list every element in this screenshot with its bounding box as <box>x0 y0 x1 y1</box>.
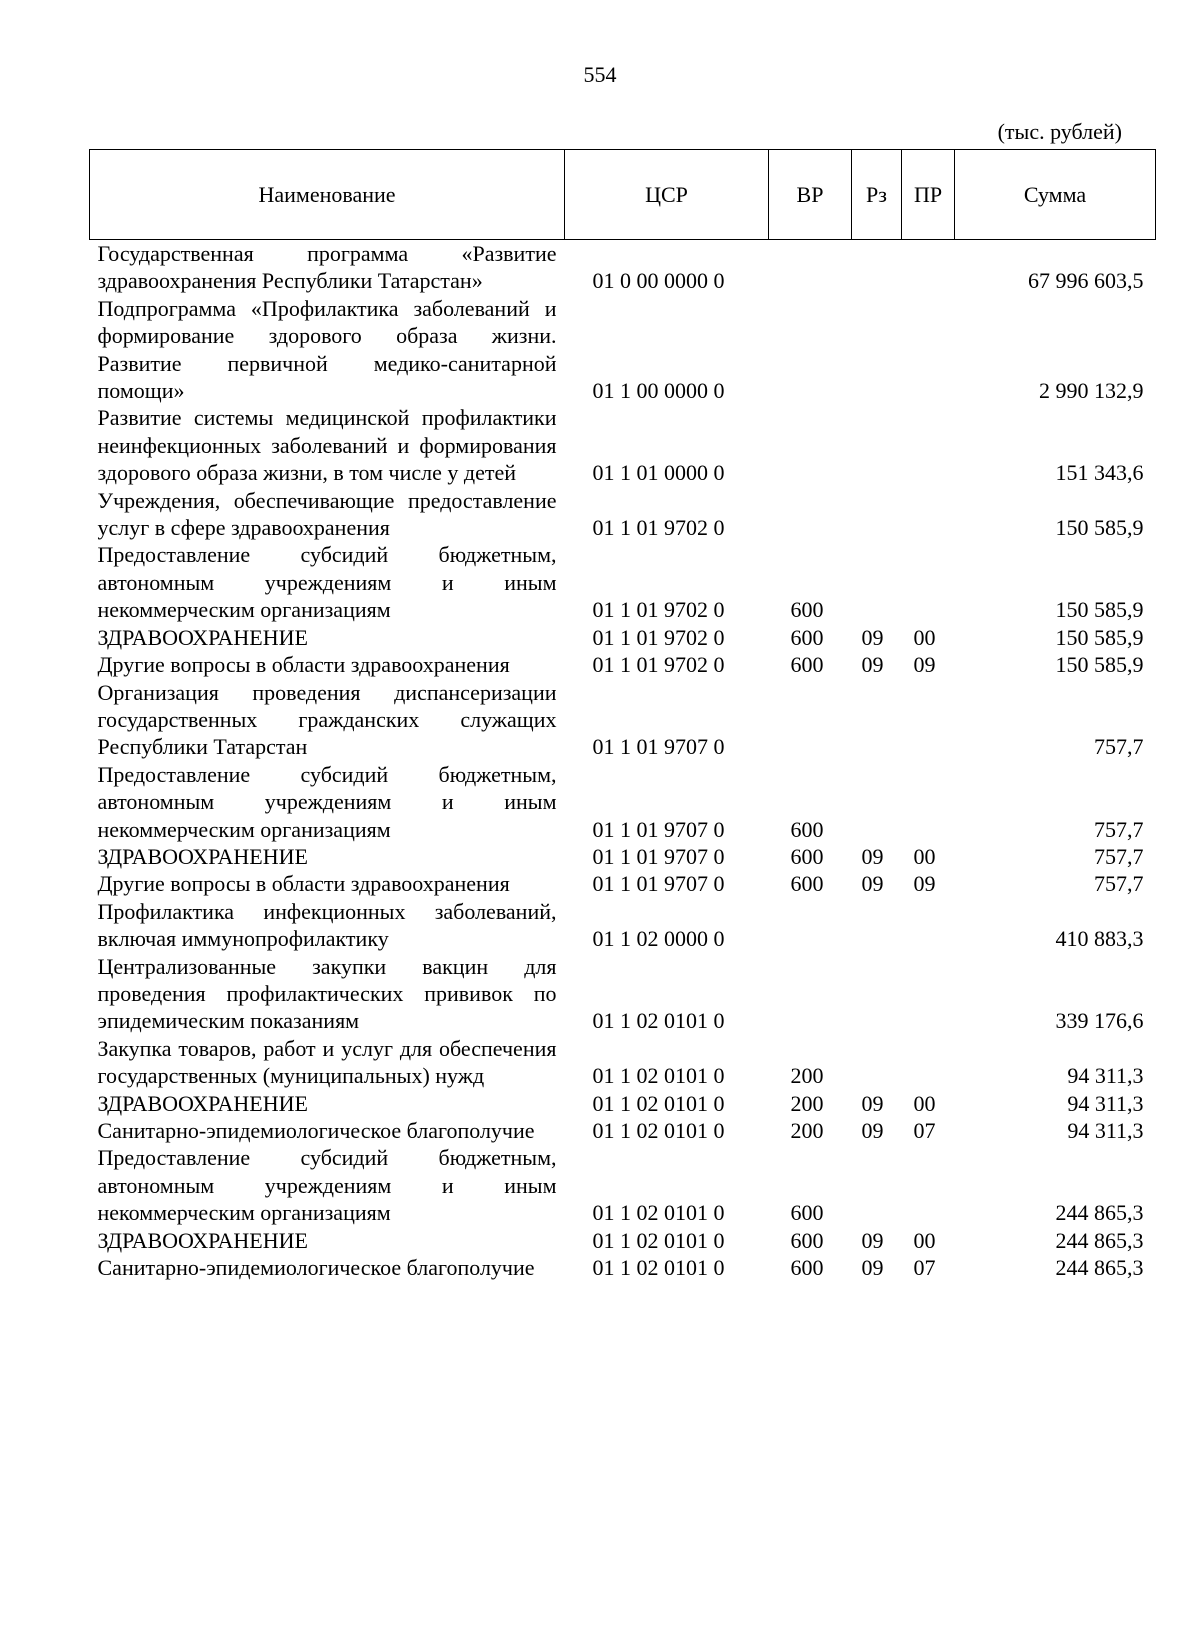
cell-pr <box>902 487 955 542</box>
cell-sum: 410 883,3 <box>1055 926 1144 952</box>
cell-rz: 09 <box>861 624 884 650</box>
cell-vr: 200 <box>790 1118 824 1143</box>
cell-vr: 600 <box>790 871 824 897</box>
cell-pr: 00 <box>913 1090 936 1116</box>
cell-pr <box>902 953 955 1035</box>
cell-name: Подпрограмма «Профилактика заболеваний и формирование здорового образа жизни. Развитие первичной медико-санитарной помощи» <box>97 295 557 404</box>
cell-csr: 01 0 00 0000 0 <box>592 268 725 294</box>
table-row <box>90 1090 1156 1117</box>
header-name: Наименование <box>90 150 565 240</box>
cell-csr: 01 1 02 0101 0 <box>592 1063 725 1089</box>
cell-sum: 67 996 603,5 <box>1028 268 1144 294</box>
header-vr: ВР <box>769 150 852 240</box>
cell-sum: 94 311,3 <box>1067 1090 1144 1116</box>
cell-csr: 01 1 02 0101 0 <box>592 1227 725 1253</box>
cell-sum: 150 585,9 <box>1055 652 1144 678</box>
cell-vr <box>769 295 852 405</box>
cell-sum: 244 865,3 <box>1055 1255 1144 1281</box>
cell-name: Централизованные закупки вакцин для проведения профилактических прививок по эпидемическим показаниям <box>97 953 557 1034</box>
cell-vr: 600 <box>790 1227 824 1253</box>
cell-rz <box>852 953 902 1035</box>
cell-vr <box>769 240 852 295</box>
cell-vr <box>769 679 852 761</box>
cell-rz <box>852 487 902 542</box>
cell-csr: 01 1 00 0000 0 <box>592 378 725 404</box>
cell-sum: 151 343,6 <box>1055 460 1144 486</box>
cell-vr: 600 <box>790 652 824 678</box>
cell-sum: 150 585,9 <box>1055 624 1144 650</box>
cell-name: Государственная программа «Развитие здравоохранения Республики Татарстан» <box>97 241 557 294</box>
table-row <box>90 651 1156 678</box>
cell-pr: 00 <box>913 843 936 869</box>
cell-rz <box>852 240 902 295</box>
header-rz: Рз <box>852 150 902 240</box>
table-row <box>90 240 1156 295</box>
cell-name: ЗДРАВООХРАНЕНИЕ <box>97 624 308 650</box>
cell-rz <box>852 898 902 953</box>
cell-sum: 757,7 <box>1094 871 1144 897</box>
cell-rz <box>852 541 902 623</box>
header-pr: ПР <box>902 150 955 240</box>
cell-sum: 339 176,6 <box>1055 1008 1144 1034</box>
cell-name: Санитарно-эпидемиологическое благополучие <box>97 1255 535 1281</box>
header-sum: Сумма <box>955 150 1156 240</box>
cell-vr: 600 <box>790 624 824 650</box>
cell-csr: 01 1 01 9707 0 <box>592 816 725 842</box>
cell-name: Предоставление субсидий бюджетным, автономным учреждениям и иным некоммерческим организациям <box>97 542 557 623</box>
cell-csr: 01 1 02 0101 0 <box>592 1090 725 1116</box>
cell-rz <box>852 404 902 486</box>
budget-table <box>89 149 1156 1281</box>
cell-vr <box>769 404 852 486</box>
cell-rz: 09 <box>861 871 884 897</box>
cell-vr <box>769 953 852 1035</box>
cell-name: Организация проведения диспансеризации государственных гражданских служащих Республики Татарстан <box>97 679 557 760</box>
cell-sum: 244 865,3 <box>1055 1227 1144 1253</box>
cell-csr: 01 1 02 0101 0 <box>592 1255 725 1281</box>
cell-csr: 01 1 02 0101 0 <box>592 1008 725 1034</box>
cell-name: Другие вопросы в области здравоохранения <box>97 871 510 897</box>
table-row <box>90 1254 1156 1281</box>
cell-name: Предоставление субсидий бюджетным, автономным учреждениям и иным некоммерческим организациям <box>97 761 557 842</box>
cell-name: ЗДРАВООХРАНЕНИЕ <box>97 1090 308 1116</box>
page-number: 554 <box>583 62 617 87</box>
table-row <box>90 1117 1156 1144</box>
cell-csr: 01 1 01 9702 0 <box>592 515 725 541</box>
cell-pr <box>902 541 955 623</box>
cell-rz <box>852 679 902 761</box>
cell-vr: 200 <box>790 1063 824 1089</box>
cell-csr: 01 1 01 9707 0 <box>592 734 725 760</box>
cell-pr <box>902 1144 955 1226</box>
cell-pr: 07 <box>913 1255 936 1281</box>
cell-name: Закупка товаров, работ и услуг для обеспечения государственных (муниципальных) нужд <box>97 1035 557 1089</box>
table-row <box>90 541 1156 623</box>
table-row <box>90 761 1156 843</box>
cell-vr: 200 <box>790 1090 824 1116</box>
cell-rz: 09 <box>861 1090 884 1116</box>
cell-rz <box>852 295 902 405</box>
cell-vr: 600 <box>790 597 824 623</box>
cell-sum: 94 311,3 <box>1067 1118 1144 1143</box>
table-body <box>90 240 1156 1282</box>
cell-pr <box>902 898 955 953</box>
table-row <box>90 1035 1156 1090</box>
cell-rz: 09 <box>861 1255 884 1281</box>
cell-rz: 09 <box>861 1227 884 1253</box>
table-header-row <box>90 150 1156 240</box>
cell-rz: 09 <box>861 843 884 869</box>
cell-rz <box>852 1035 902 1090</box>
cell-sum: 2 990 132,9 <box>1039 378 1144 404</box>
cell-vr: 600 <box>790 1255 824 1281</box>
cell-csr: 01 1 01 9702 0 <box>592 652 725 678</box>
cell-csr: 01 1 01 0000 0 <box>592 460 725 486</box>
table-row <box>90 898 1156 953</box>
table-row <box>90 679 1156 761</box>
cell-sum: 150 585,9 <box>1055 515 1144 541</box>
cell-name: ЗДРАВООХРАНЕНИЕ <box>97 1227 308 1253</box>
table-row <box>90 1144 1156 1226</box>
cell-pr: 00 <box>913 624 936 650</box>
cell-name: ЗДРАВООХРАНЕНИЕ <box>97 843 308 869</box>
cell-name: Санитарно-эпидемиологическое благополучие <box>97 1118 535 1143</box>
table-row <box>90 487 1156 542</box>
table-row <box>90 404 1156 486</box>
table-row <box>90 1227 1156 1254</box>
cell-pr: 00 <box>913 1227 936 1253</box>
cell-rz <box>852 1144 902 1226</box>
cell-vr <box>769 898 852 953</box>
cell-pr <box>902 404 955 486</box>
cell-pr: 07 <box>913 1118 936 1143</box>
cell-name: Развитие системы медицинской профилактики неинфекционных заболеваний и формирования здорового образа жизни, в том числе у детей <box>97 405 557 486</box>
cell-name: Предоставление субсидий бюджетным, автономным учреждениям и иным некоммерческим организациям <box>97 1145 557 1226</box>
units-label: (тыс. рублей) <box>997 119 1122 144</box>
cell-pr <box>902 240 955 295</box>
cell-name: Профилактика инфекционных заболеваний, включая иммунопрофилактику <box>97 898 557 952</box>
cell-csr: 01 1 01 9702 0 <box>592 597 725 623</box>
cell-pr <box>902 761 955 843</box>
cell-csr: 01 1 01 9702 0 <box>592 624 725 650</box>
cell-name: Другие вопросы в области здравоохранения <box>97 652 510 678</box>
cell-pr: 09 <box>913 871 936 897</box>
cell-pr: 09 <box>913 652 936 678</box>
cell-pr <box>902 295 955 405</box>
cell-rz: 09 <box>861 1118 884 1143</box>
cell-rz: 09 <box>861 652 884 678</box>
cell-rz <box>852 761 902 843</box>
cell-name: Учреждения, обеспечивающие предоставление услуг в сфере здравоохранения <box>97 487 557 541</box>
cell-vr: 600 <box>790 816 824 842</box>
cell-csr: 01 1 01 9707 0 <box>592 843 725 869</box>
cell-csr: 01 1 02 0101 0 <box>592 1118 725 1143</box>
cell-csr: 01 1 01 9707 0 <box>592 871 725 897</box>
cell-pr <box>902 679 955 761</box>
cell-sum: 757,7 <box>1094 843 1144 869</box>
cell-csr: 01 1 02 0101 0 <box>592 1200 725 1226</box>
cell-sum: 150 585,9 <box>1055 597 1144 623</box>
table-row <box>90 624 1156 651</box>
header-csr: ЦСР <box>565 150 769 240</box>
cell-sum: 757,7 <box>1094 734 1144 760</box>
cell-sum: 244 865,3 <box>1055 1200 1144 1226</box>
table-row <box>90 953 1156 1035</box>
cell-csr: 01 1 02 0000 0 <box>592 926 725 952</box>
table-row <box>90 295 1156 405</box>
cell-sum: 94 311,3 <box>1067 1063 1144 1089</box>
cell-sum: 757,7 <box>1094 816 1144 842</box>
table-row <box>90 870 1156 897</box>
table-row <box>90 843 1156 870</box>
cell-vr: 600 <box>790 1200 824 1226</box>
cell-vr <box>769 487 852 542</box>
cell-pr <box>902 1035 955 1090</box>
cell-vr: 600 <box>790 843 824 869</box>
